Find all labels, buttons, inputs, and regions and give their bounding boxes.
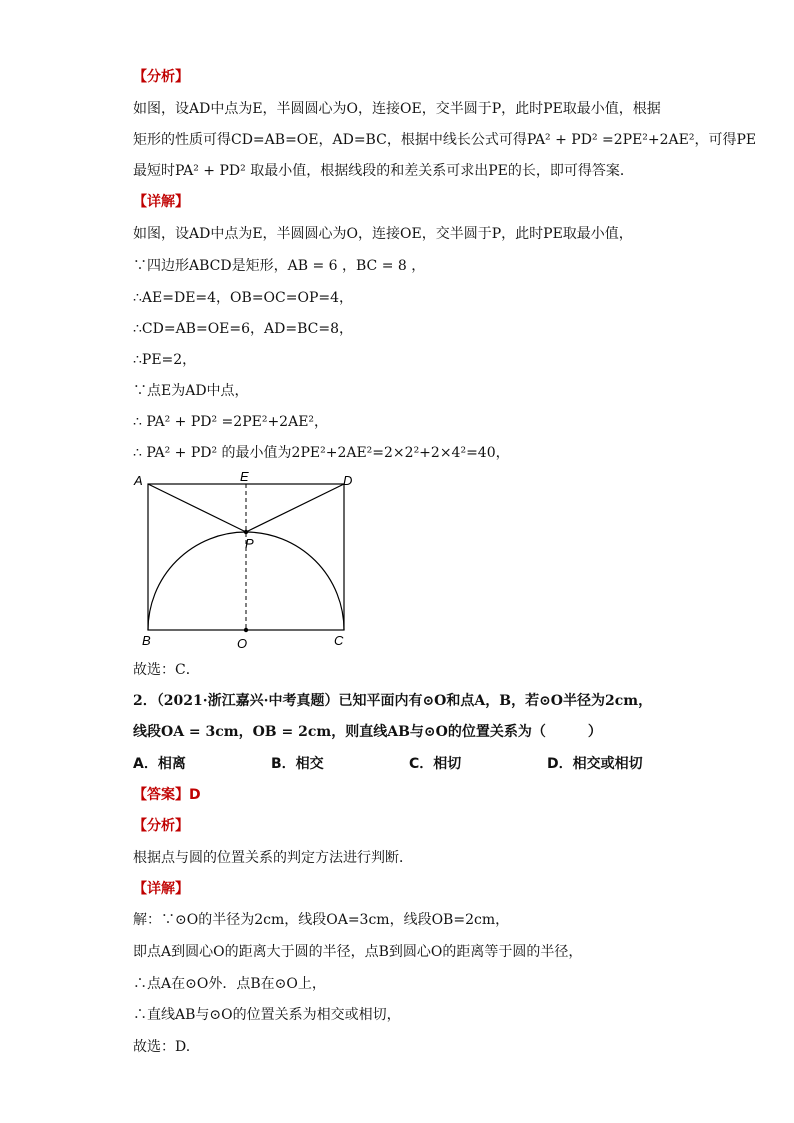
option-c: C．相切	[409, 756, 462, 772]
option-d: D．相交或相切	[547, 756, 643, 772]
label-c: C	[334, 633, 344, 648]
q2-detail-line-1: 解：∵⊙O的半径为2cm，线段OA=3cm，线段OB=2cm，	[133, 912, 510, 928]
detail-line-7: ∴ PA² + PD² =2PE²+2AE²，	[133, 414, 329, 430]
q2-detail-heading: 【详解】	[133, 881, 189, 897]
detail-line-4: ∴CD=AB=OE=6，AD=BC=8，	[133, 321, 354, 337]
choice-line-1: 故选：C．	[133, 662, 200, 678]
detail-line-6: ∵点E为AD中点，	[133, 383, 249, 399]
q2-choice-line: 故选：D.	[133, 1039, 191, 1055]
analysis-line-1: 如图，设AD中点为E，半圆圆心为O，连接OE，交半圆于P，此时PE取最小值，根据	[133, 101, 661, 117]
question-2-stem-line-1: 2．（2021·浙江嘉兴·中考真题）已知平面内有⊙O和点A，B，若⊙O半径为2cm，	[133, 693, 653, 709]
option-a: A．相离	[133, 756, 186, 772]
label-a: A	[134, 473, 143, 488]
q2-detail-line-2: 即点A到圆心O的距离大于圆的半径，点B到圆心O的距离等于圆的半径，	[133, 944, 583, 960]
q2-analysis-heading: 【分析】	[133, 818, 189, 834]
label-b: B	[142, 633, 151, 648]
label-e: E	[240, 469, 249, 484]
detail-line-3: ∴AE=DE=4，OB=OC=OP=4，	[133, 290, 354, 306]
label-o: O	[237, 636, 248, 651]
point-o	[244, 628, 248, 632]
segment-dp	[246, 484, 344, 532]
q2-detail-line-3: ∴点A在⊙O外．点B在⊙O上，	[133, 976, 326, 992]
answer-line: 【答案】D	[133, 787, 201, 803]
detail-line-2: ∵四边形ABCD是矩形，AB = 6 ，BC = 8 ，	[133, 258, 426, 274]
detail-line-8: ∴ PA² + PD² 的最小值为2PE²+2AE²=2×2²+2×4²=40，	[133, 445, 510, 461]
label-p: P	[245, 536, 254, 551]
question-2-stem-line-2: 线段OA = 3cm，OB = 2cm，则直线AB与⊙O的位置关系为（ ）	[133, 724, 602, 740]
segment-ap	[148, 484, 246, 532]
q2-analysis-text: 根据点与圆的位置关系的判定方法进行判断．	[133, 850, 413, 866]
detail-heading: 【详解】	[133, 194, 189, 210]
label-d: D	[343, 473, 353, 488]
analysis-line-3: 最短时PA² + PD² 取最小值，根据线段的和差关系可求出PE的长，即可得答案．	[133, 163, 634, 179]
detail-line-5: ∴PE=2，	[133, 352, 197, 368]
q2-detail-line-4: ∴直线AB与⊙O的位置关系为相交或相切，	[133, 1007, 401, 1023]
geometry-figure	[125, 466, 365, 656]
analysis-heading: 【分析】	[133, 69, 189, 85]
detail-line-1: 如图，设AD中点为E，半圆圆心为O，连接OE，交半圆于P，此时PE取最小值，	[133, 226, 633, 242]
point-p	[244, 530, 248, 534]
analysis-line-2: 矩形的性质可得CD=AB=OE，AD=BC，根据中线长公式可得PA² + PD² =2PE²+2AE²，可得PE	[133, 132, 757, 148]
option-b: B．相交	[271, 756, 324, 772]
